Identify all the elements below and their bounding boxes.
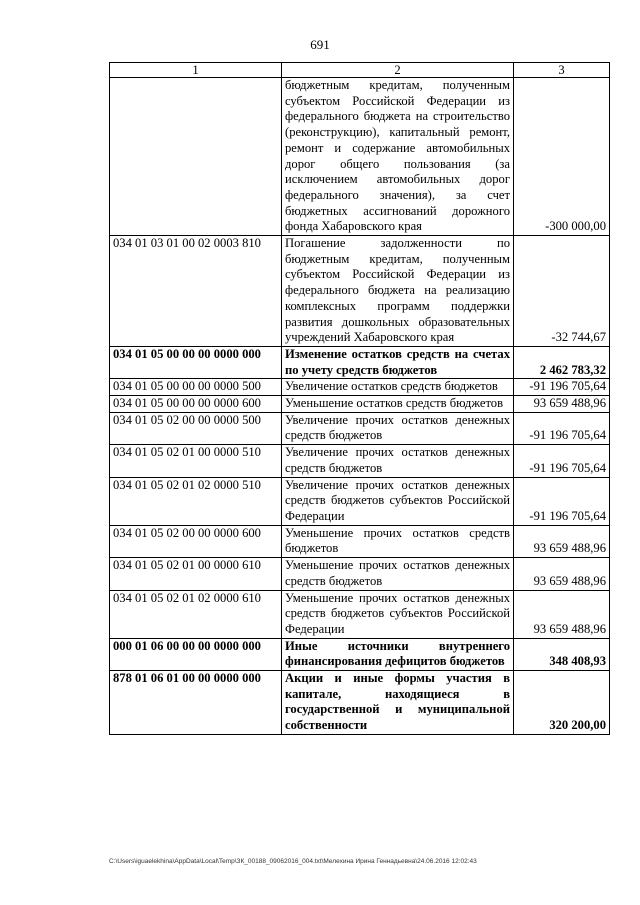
description-cell: бюджетным кредитам, полученным субъектом Российской Федерации из федерального бюджета на строительство (реконструкцию), капитальный ремонт, ремонт и содержание автомобильных дорог общего пользования (за исключением автомобильных дорог федерального значения), за счет бюджетных ассигнований дорожного фонда Хабаровского края xyxy=(282,78,514,236)
table-row xyxy=(110,412,610,444)
amount-cell: 93 659 488,96 xyxy=(514,590,610,638)
code-cell: 000 01 06 00 00 00 0000 000 xyxy=(110,638,282,670)
code-cell: 034 01 05 00 00 00 0000 600 xyxy=(110,396,282,413)
table-row xyxy=(110,638,610,670)
description-cell: Уменьшение прочих остатков денежных средств бюджетов субъектов Российской Федерации xyxy=(282,590,514,638)
amount-cell: -91 196 705,64 xyxy=(514,379,610,396)
amount-cell: -91 196 705,64 xyxy=(514,477,610,525)
page-number: 691 xyxy=(310,37,330,52)
amount-cell: 93 659 488,96 xyxy=(514,396,610,413)
table-row xyxy=(110,525,610,557)
description-cell: Увеличение остатков средств бюджетов xyxy=(282,379,514,396)
description-cell: Уменьшение прочих остатков денежных средств бюджетов xyxy=(282,558,514,590)
code-cell: 034 01 05 02 01 00 0000 610 xyxy=(110,558,282,590)
column-header-3: 3 xyxy=(514,63,610,78)
amount-cell: 93 659 488,96 xyxy=(514,558,610,590)
table-row xyxy=(110,396,610,413)
amount-cell: -91 196 705,64 xyxy=(514,412,610,444)
amount-cell: -91 196 705,64 xyxy=(514,445,610,477)
code-cell: 034 01 05 00 00 00 0000 000 xyxy=(110,346,282,378)
code-cell: 034 01 05 02 00 00 0000 500 xyxy=(110,412,282,444)
table-row xyxy=(110,445,610,477)
description-cell: Увеличение прочих остатков денежных средств бюджетов субъектов Российской Федерации xyxy=(282,477,514,525)
code-cell: 034 01 05 00 00 00 0000 500 xyxy=(110,379,282,396)
amount-cell: 320 200,00 xyxy=(514,671,610,735)
budget-table xyxy=(109,62,610,735)
amount-cell: 93 659 488,96 xyxy=(514,525,610,557)
code-cell xyxy=(110,78,282,236)
table-row xyxy=(110,236,610,347)
code-cell: 034 01 05 02 01 02 0000 610 xyxy=(110,590,282,638)
table-row xyxy=(110,671,610,735)
description-cell: Увеличение прочих остатков денежных средств бюджетов xyxy=(282,445,514,477)
table-row xyxy=(110,477,610,525)
table-row xyxy=(110,590,610,638)
code-cell: 034 01 05 02 01 00 0000 510 xyxy=(110,445,282,477)
table-row xyxy=(110,379,610,396)
description-cell: Уменьшение остатков средств бюджетов xyxy=(282,396,514,413)
code-cell: 034 01 05 02 01 02 0000 510 xyxy=(110,477,282,525)
table-row xyxy=(110,558,610,590)
amount-cell: 2 462 783,32 xyxy=(514,346,610,378)
code-cell: 034 01 03 01 00 02 0003 810 xyxy=(110,236,282,347)
description-cell: Изменение остатков средств на счетах по учету средств бюджетов xyxy=(282,346,514,378)
table-row xyxy=(110,346,610,378)
amount-cell: 348 408,93 xyxy=(514,638,610,670)
table-header-row xyxy=(110,63,610,78)
column-header-1: 1 xyxy=(110,63,282,78)
code-cell: 034 01 05 02 00 00 0000 600 xyxy=(110,525,282,557)
description-cell: Акции и иные формы участия в капитале, находящиеся в государственной и муниципальной собственности xyxy=(282,671,514,735)
table-row xyxy=(110,78,610,236)
column-header-2: 2 xyxy=(282,63,514,78)
description-cell: Уменьшение прочих остатков средств бюджетов xyxy=(282,525,514,557)
description-cell: Увеличение прочих остатков денежных средств бюджетов xyxy=(282,412,514,444)
table-body xyxy=(110,63,610,735)
amount-cell: -300 000,00 xyxy=(514,78,610,236)
description-cell: Иные источники внутреннего финансирования дефицитов бюджетов xyxy=(282,638,514,670)
file-path-footer: C:\Users\iguaelekhina\AppData\Local\Temp\ЗК_00188_09062016_004.txt\Мелехина Ирина Геннадьевна\24.06.2016 12:02:43 xyxy=(109,858,477,865)
code-cell: 878 01 06 01 00 00 0000 000 xyxy=(110,671,282,735)
description-cell: Погашение задолженности по бюджетным кредитам, полученным субъектом Российской Федерации из федерального бюджета на реализацию комплексных программ поддержки развития дошкольных образовательных учреждений Хабаровского края xyxy=(282,236,514,347)
amount-cell: -32 744,67 xyxy=(514,236,610,347)
